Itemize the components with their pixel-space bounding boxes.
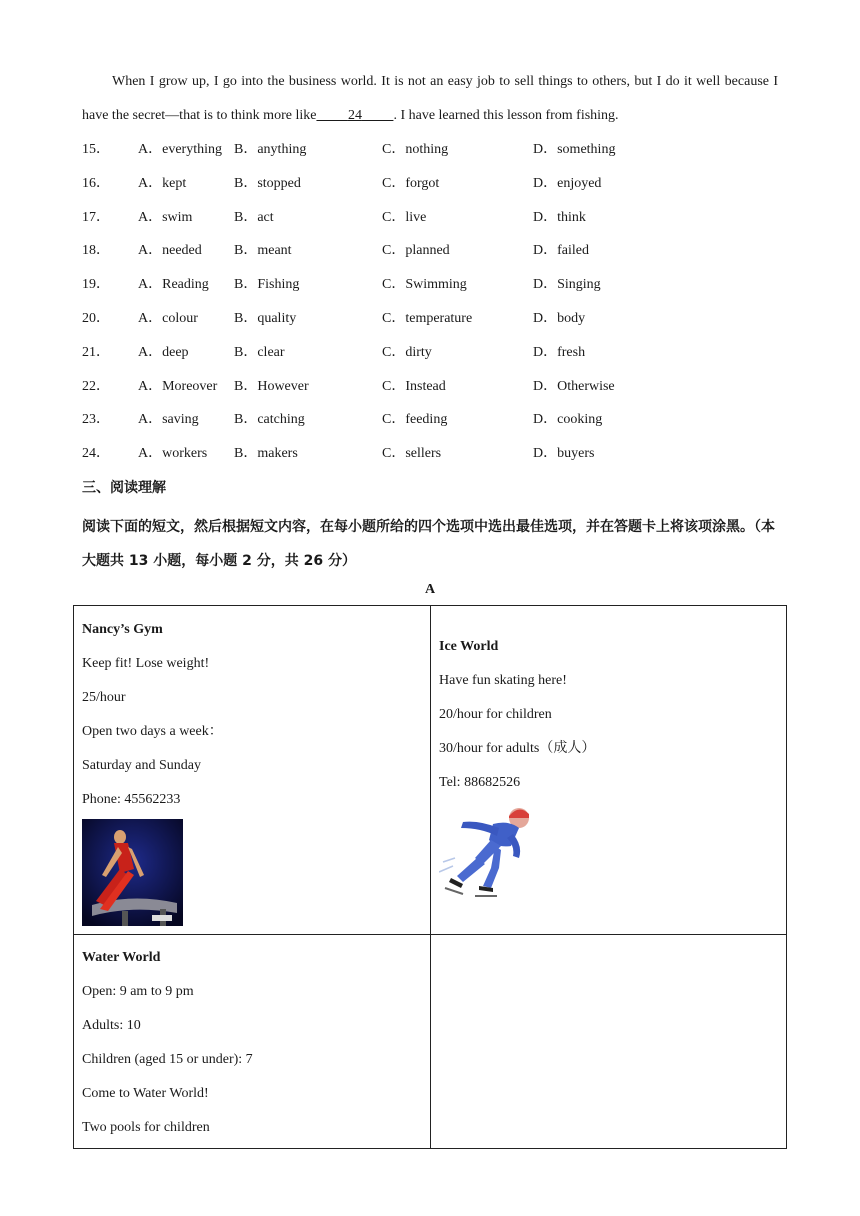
speed-skater-illustration-icon (439, 802, 539, 902)
option-b: B．meant (234, 243, 292, 258)
question-number: 17． (82, 210, 110, 225)
question-number: 18． (82, 243, 110, 258)
question-24 (82, 437, 782, 471)
water-ad-cell (74, 935, 430, 1150)
option-d: D．fresh (533, 345, 586, 360)
question-21 (82, 336, 782, 370)
water-line: Two pools for children (82, 1120, 210, 1135)
option-a: A．Reading (138, 277, 209, 292)
passage-line-2-before: because I have the secret—that is to think more like (82, 74, 779, 123)
question-number: 21． (82, 345, 110, 360)
question-19 (82, 268, 782, 302)
option-a: A．everything (138, 142, 222, 157)
question-22 (82, 370, 782, 404)
empty-cell (431, 935, 788, 1150)
gym-line: Keep fit! Lose weight! (82, 656, 210, 671)
question-17 (82, 201, 782, 235)
option-a: A．needed (138, 243, 202, 258)
option-b: B．act (234, 210, 274, 225)
passage-paragraph (82, 65, 778, 133)
question-number: 15． (82, 142, 110, 157)
option-d: D．enjoyed (533, 176, 602, 191)
ice-line: 30/hour for adults（成人） (439, 741, 596, 756)
option-d: D．failed (533, 243, 589, 258)
section-heading: 三、阅读理解 (82, 480, 166, 496)
option-d: D．buyers (533, 446, 595, 461)
option-a: A．workers (138, 446, 208, 461)
question-20 (82, 302, 782, 336)
gym-title: Nancy’s Gym (82, 622, 163, 637)
option-a: A．saving (138, 412, 199, 427)
option-c: C．Swimming (382, 277, 467, 292)
water-line: Open: 9 am to 9 pm (82, 984, 194, 999)
option-b: B．makers (234, 446, 298, 461)
option-b: B．stopped (234, 176, 301, 191)
option-a: A．swim (138, 210, 193, 225)
water-line: Come to Water World! (82, 1086, 209, 1101)
option-d: D．Singing (533, 277, 601, 292)
option-d: D．think (533, 210, 586, 225)
question-number: 24． (82, 446, 110, 461)
option-c: C．live (382, 210, 427, 225)
water-line: Adults: 10 (82, 1018, 141, 1033)
gym-line: Open two days a week： (82, 724, 223, 739)
option-c: C．nothing (382, 142, 449, 157)
option-c: C．Instead (382, 379, 446, 394)
option-c: C．feeding (382, 412, 448, 427)
gym-ad-cell (74, 606, 430, 934)
ice-line: Tel: 88682526 (439, 775, 521, 790)
option-b: B．quality (234, 311, 297, 326)
blank-24 (316, 99, 393, 133)
option-c: C．temperature (382, 311, 473, 326)
gym-line: Saturday and Sunday (82, 758, 201, 773)
question-16 (82, 167, 782, 201)
option-c: C．sellers (382, 446, 442, 461)
section-instructions: 阅读下面的短文，然后根据短文内容，在每小题所给的四个选项中选出最佳选项，并在答题卡上将该项涂黑。（本大题共 13 小题，每小题 2 分，共 26 分） (82, 519, 775, 569)
question-number: 16． (82, 176, 110, 191)
ads-table (73, 605, 787, 1149)
question-23 (82, 403, 782, 437)
option-d: D．cooking (533, 412, 603, 427)
option-b: B．catching (234, 412, 305, 427)
blank-number: 24 (347, 108, 362, 123)
question-number: 23． (82, 412, 110, 427)
option-c: C．dirty (382, 345, 432, 360)
option-d: D．something (533, 142, 616, 157)
option-a: A．deep (138, 345, 189, 360)
ice-ad-cell (431, 606, 788, 934)
passage-line-1: When I grow up, I go into the business world. It is not an easy job to sell things to others, but I do it well (112, 74, 721, 89)
option-a: A．kept (138, 176, 187, 191)
question-number: 22． (82, 379, 110, 394)
question-number: 19． (82, 277, 110, 292)
option-b: B．clear (234, 345, 285, 360)
question-number: 20． (82, 311, 110, 326)
water-title: Water World (82, 950, 161, 965)
gym-line: Phone: 45562233 (82, 792, 181, 807)
option-b: B．However (234, 379, 309, 394)
option-a: A．Moreover (138, 379, 218, 394)
option-c: C．forgot (382, 176, 440, 191)
ice-line: 20/hour for children (439, 707, 552, 722)
option-d: D．Otherwise (533, 379, 615, 394)
question-15 (82, 133, 782, 167)
ice-title: Ice World (439, 639, 499, 654)
option-d: D．body (533, 311, 586, 326)
gymnast-photo-icon (82, 819, 183, 926)
option-c: C．planned (382, 243, 450, 258)
passage-line-2-after: . I have learned this lesson from fishing. (393, 108, 619, 123)
part-letter: A (424, 582, 436, 597)
option-a: A．colour (138, 311, 198, 326)
option-b: B．Fishing (234, 277, 300, 292)
ice-line: Have fun skating here! (439, 673, 567, 688)
gym-line: 25/hour (82, 690, 126, 705)
question-18 (82, 234, 782, 268)
water-line: Children (aged 15 or under): 7 (82, 1052, 253, 1067)
option-b: B．anything (234, 142, 307, 157)
